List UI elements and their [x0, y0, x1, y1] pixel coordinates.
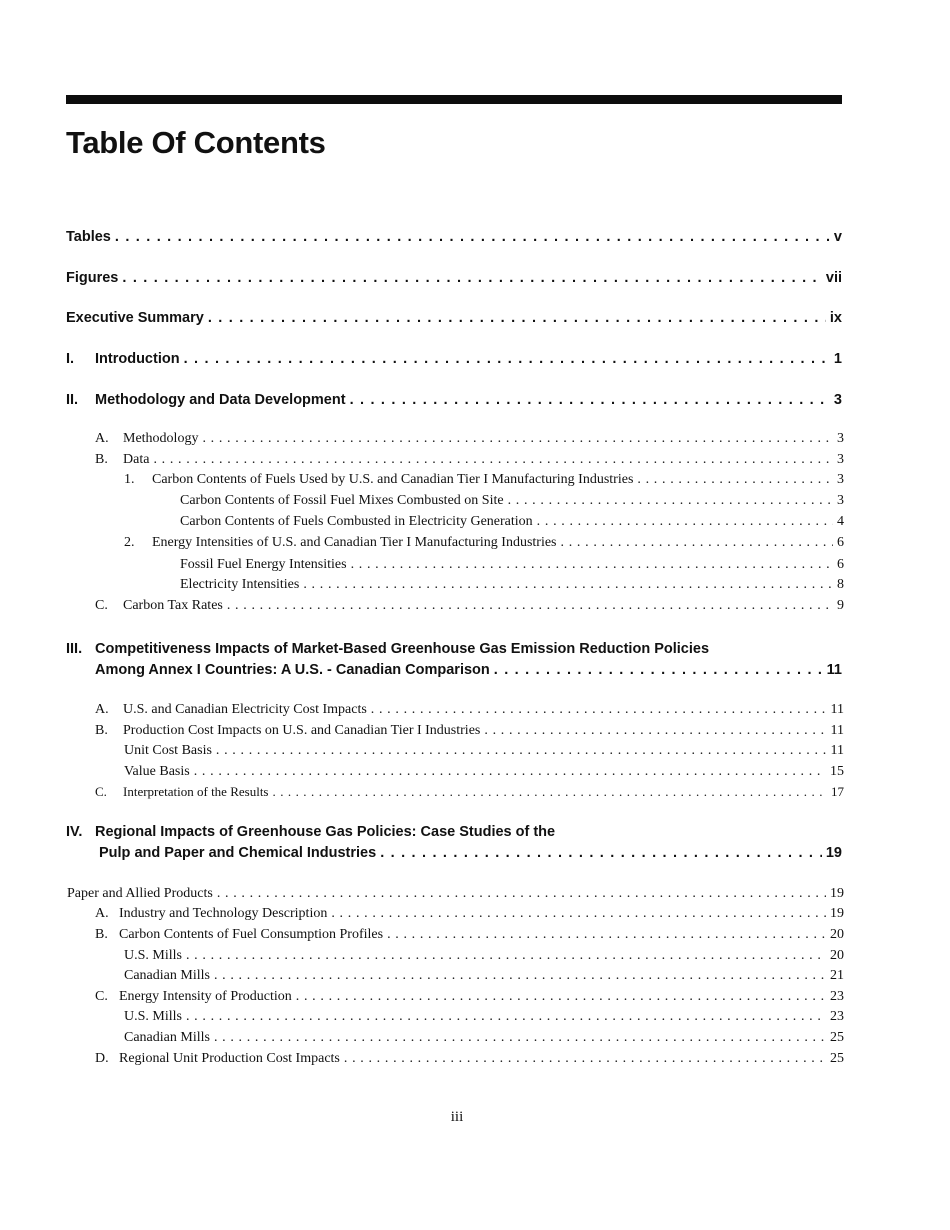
- top-rule: [66, 95, 842, 104]
- toc-entry-page: 11: [830, 723, 844, 738]
- dot-leader: [186, 1007, 826, 1027]
- toc-section-introduction[interactable]: [66, 349, 842, 369]
- toc-entry-page: 3: [837, 431, 844, 446]
- toc-entry-label: [124, 470, 633, 490]
- toc-entry-label: Value Basis: [124, 764, 190, 779]
- dot-leader: [227, 596, 833, 616]
- entry-marker: D.: [95, 1051, 109, 1066]
- toc-entry-page: 19: [830, 906, 844, 921]
- dot-leader: [537, 512, 833, 532]
- toc-entry-industry-technology[interactable]: [95, 904, 844, 924]
- toc-entry-page: 6: [837, 535, 844, 550]
- entry-marker: A.: [95, 702, 109, 717]
- section-title: Introduction: [95, 351, 180, 367]
- toc-entry-production-cost-impacts[interactable]: [95, 721, 844, 741]
- toc-entry-fossil-fuel-intensities[interactable]: [180, 555, 844, 575]
- dot-leader: [214, 1028, 826, 1048]
- toc-entry-page: vii: [825, 270, 842, 286]
- entry-title: Production Cost Impacts on U.S. and Canadian Tier I Industries: [123, 723, 481, 738]
- entry-title: Energy Intensities of U.S. and Canadian Tier I Manufacturing Industries: [152, 535, 557, 550]
- dot-leader: [508, 491, 833, 511]
- toc-entry-page: 20: [830, 927, 844, 942]
- entry-marker: B.: [95, 927, 108, 942]
- entry-title: Industry and Technology Description: [119, 906, 328, 921]
- toc-entry-page: 11: [826, 662, 842, 678]
- dot-leader: [637, 470, 833, 490]
- toc-entry-carbon-contents-fuels[interactable]: [124, 470, 844, 490]
- section-title: Regional Impacts of Greenhouse Gas Policies: Case Studies of the: [95, 824, 556, 840]
- toc-entry-page: 25: [830, 1030, 844, 1045]
- toc-section-competitiveness-line1: [66, 639, 709, 659]
- toc-entry-label: Figures: [66, 270, 119, 286]
- entry-title: Methodology: [123, 431, 199, 446]
- entry-title: Carbon Contents of Fuels Used by U.S. and Canadian Tier I Manufacturing Industries: [152, 472, 634, 487]
- dot-leader: [484, 721, 826, 741]
- toc-entry-label: [95, 987, 292, 1007]
- section-title-continued: Among Annex I Countries: A U.S. - Canadian Comparison: [95, 662, 490, 678]
- toc-entry-page: 11: [830, 702, 844, 717]
- toc-entry-label: Fossil Fuel Energy Intensities: [180, 557, 347, 572]
- entry-marker: C.: [95, 989, 108, 1004]
- entry-title: Carbon Contents of Fuel Consumption Profiles: [119, 927, 384, 942]
- toc-entry-label: [95, 782, 269, 802]
- dot-leader: [344, 1049, 826, 1069]
- entry-marker: B.: [95, 452, 108, 467]
- dot-leader: [186, 946, 826, 966]
- toc-entry-page: 8: [837, 577, 844, 592]
- toc-entry-label: [95, 596, 223, 616]
- toc-entry-paper-allied-products[interactable]: [67, 884, 844, 904]
- dot-leader: [122, 268, 822, 288]
- toc-entry-label: U.S. Mills: [124, 948, 182, 963]
- dot-leader: [153, 450, 833, 470]
- toc-entry-label: Unit Cost Basis: [124, 743, 212, 758]
- toc-entry-label: [95, 450, 149, 470]
- toc-entry-carbon-tax-rates[interactable]: [95, 596, 844, 616]
- dot-leader: [214, 966, 826, 986]
- dot-leader: [351, 555, 833, 575]
- dot-leader: [371, 700, 827, 720]
- entry-marker: 2.: [124, 535, 135, 550]
- toc-entry-label: U.S. Mills: [124, 1009, 182, 1024]
- toc-entry-page: 19: [825, 845, 842, 861]
- page-title: Table Of Contents: [66, 125, 326, 160]
- toc-entry-label: [66, 349, 180, 369]
- toc-entry-page: 9: [837, 598, 844, 613]
- toc-entry-label: Carbon Contents of Fossil Fuel Mixes Combusted on Site: [180, 493, 504, 508]
- dot-leader: [331, 904, 826, 924]
- toc-entry-label: [95, 904, 327, 924]
- toc-entry-label: Paper and Allied Products: [67, 886, 213, 901]
- section-title: Methodology and Data Development: [95, 392, 346, 408]
- toc-entry-label: Executive Summary: [66, 310, 204, 326]
- toc-section-competitiveness[interactable]: [95, 660, 842, 680]
- toc-entry-page: 4: [837, 514, 844, 529]
- entry-title: Data: [123, 452, 150, 467]
- toc-entry-electricity-cost-impacts[interactable]: [95, 700, 844, 720]
- dot-leader: [561, 533, 833, 553]
- toc-entry-page: 23: [830, 1009, 844, 1024]
- toc-entry-page: 3: [833, 392, 842, 408]
- dot-leader: [208, 308, 826, 328]
- toc-section-methodology[interactable]: [66, 390, 842, 410]
- toc-entry-regional-cost-impacts[interactable]: [95, 1049, 844, 1069]
- toc-entry-electricity-intensities[interactable]: [180, 575, 844, 595]
- entry-title: Interpretation of the Results: [123, 784, 269, 799]
- dot-leader: [494, 660, 823, 680]
- toc-entry-energy-intensities[interactable]: [124, 533, 844, 553]
- toc-entry-label: Carbon Contents of Fuels Combusted in Electricity Generation: [180, 514, 533, 529]
- dot-leader: [273, 782, 828, 802]
- toc-entry-tables[interactable]: [66, 227, 842, 247]
- toc-entry-page: 1: [833, 351, 842, 367]
- toc-entry-carbon-fossil-fuel-mixes[interactable]: [180, 491, 844, 511]
- toc-entry-data[interactable]: [95, 450, 844, 470]
- section-number: IV.: [66, 824, 83, 840]
- toc-entry-label: Tables: [66, 229, 111, 245]
- toc-entry-page: 20: [830, 948, 844, 963]
- toc-entry-label: [95, 429, 198, 449]
- toc-entry-us-mills[interactable]: [124, 1007, 844, 1027]
- toc-entry-page: 3: [837, 472, 844, 487]
- dot-leader: [184, 349, 830, 369]
- section-title: Competitiveness Impacts of Market-Based Greenhouse Gas Emission Reduction Policies: [95, 641, 710, 657]
- toc-entry-page: 17: [831, 784, 844, 799]
- toc-entry-label: [95, 721, 480, 741]
- toc-entry-label: [95, 1049, 340, 1069]
- dot-leader: [202, 429, 833, 449]
- entry-title: Carbon Tax Rates: [123, 598, 223, 613]
- toc-entry-carbon-electricity-generation[interactable]: [180, 512, 844, 532]
- toc-entry-label: [95, 700, 367, 720]
- toc-entry-interpretation[interactable]: [95, 782, 844, 802]
- entry-marker: C.: [95, 784, 107, 799]
- toc-entry-energy-intensity-production[interactable]: [95, 987, 844, 1007]
- toc-section-regional-impacts[interactable]: [99, 843, 842, 863]
- toc-entry-value-basis[interactable]: [124, 762, 844, 782]
- dot-leader: [194, 762, 826, 782]
- dot-leader: [380, 843, 822, 863]
- section-number: III.: [66, 641, 83, 657]
- toc-entry-page: 19: [830, 886, 844, 901]
- section-number: II.: [66, 392, 79, 408]
- entry-title: Regional Unit Production Cost Impacts: [119, 1051, 340, 1066]
- entry-marker: A.: [95, 431, 109, 446]
- entry-title: Energy Intensity of Production: [119, 989, 292, 1004]
- dot-leader: [216, 741, 827, 761]
- toc-entry-figures[interactable]: [66, 268, 842, 288]
- toc-entry-page: 11: [830, 743, 844, 758]
- toc-entry-canadian-mills[interactable]: [124, 1028, 844, 1048]
- toc-section-regional-impacts-line1: [66, 822, 555, 842]
- entry-marker: B.: [95, 723, 108, 738]
- toc-entry-executive-summary[interactable]: [66, 308, 842, 328]
- page-number: iii: [450, 1109, 464, 1125]
- section-title-continued: Pulp and Paper and Chemical Industries: [99, 845, 377, 861]
- dot-leader: [387, 925, 826, 945]
- dot-leader: [296, 987, 826, 1007]
- toc-entry-label: Canadian Mills: [124, 1030, 210, 1045]
- toc-entry-page: 15: [830, 764, 844, 779]
- toc-entry-carbon-fuel-profiles[interactable]: [95, 925, 844, 945]
- toc-entry-page: ix: [829, 310, 842, 326]
- toc-entry-us-mills[interactable]: [124, 946, 844, 966]
- toc-entry-canadian-mills[interactable]: [124, 966, 844, 986]
- entry-title: U.S. and Canadian Electricity Cost Impacts: [123, 702, 367, 717]
- dot-leader: [350, 390, 830, 410]
- section-number: I.: [66, 351, 75, 367]
- toc-entry-page: v: [833, 229, 842, 245]
- toc-entry-label: Electricity Intensities: [180, 577, 300, 592]
- toc-entry-page: 21: [830, 968, 844, 983]
- entry-marker: C.: [95, 598, 108, 613]
- toc-entry-label: [95, 925, 383, 945]
- dot-leader: [115, 227, 830, 247]
- toc-entry-page: 23: [830, 989, 844, 1004]
- toc-entry-label: [124, 533, 557, 553]
- entry-marker: A.: [95, 906, 109, 921]
- toc-entry-methodology[interactable]: [95, 429, 844, 449]
- entry-marker: 1.: [124, 472, 135, 487]
- toc-entry-label: [66, 390, 346, 410]
- toc-entry-page: 3: [837, 452, 844, 467]
- toc-entry-label: Canadian Mills: [124, 968, 210, 983]
- toc-entry-unit-cost-basis[interactable]: [124, 741, 844, 761]
- toc-entry-page: 6: [837, 557, 844, 572]
- dot-leader: [217, 884, 826, 904]
- toc-entry-page: 3: [837, 493, 844, 508]
- toc-entry-page: 25: [830, 1051, 844, 1066]
- dot-leader: [303, 575, 833, 595]
